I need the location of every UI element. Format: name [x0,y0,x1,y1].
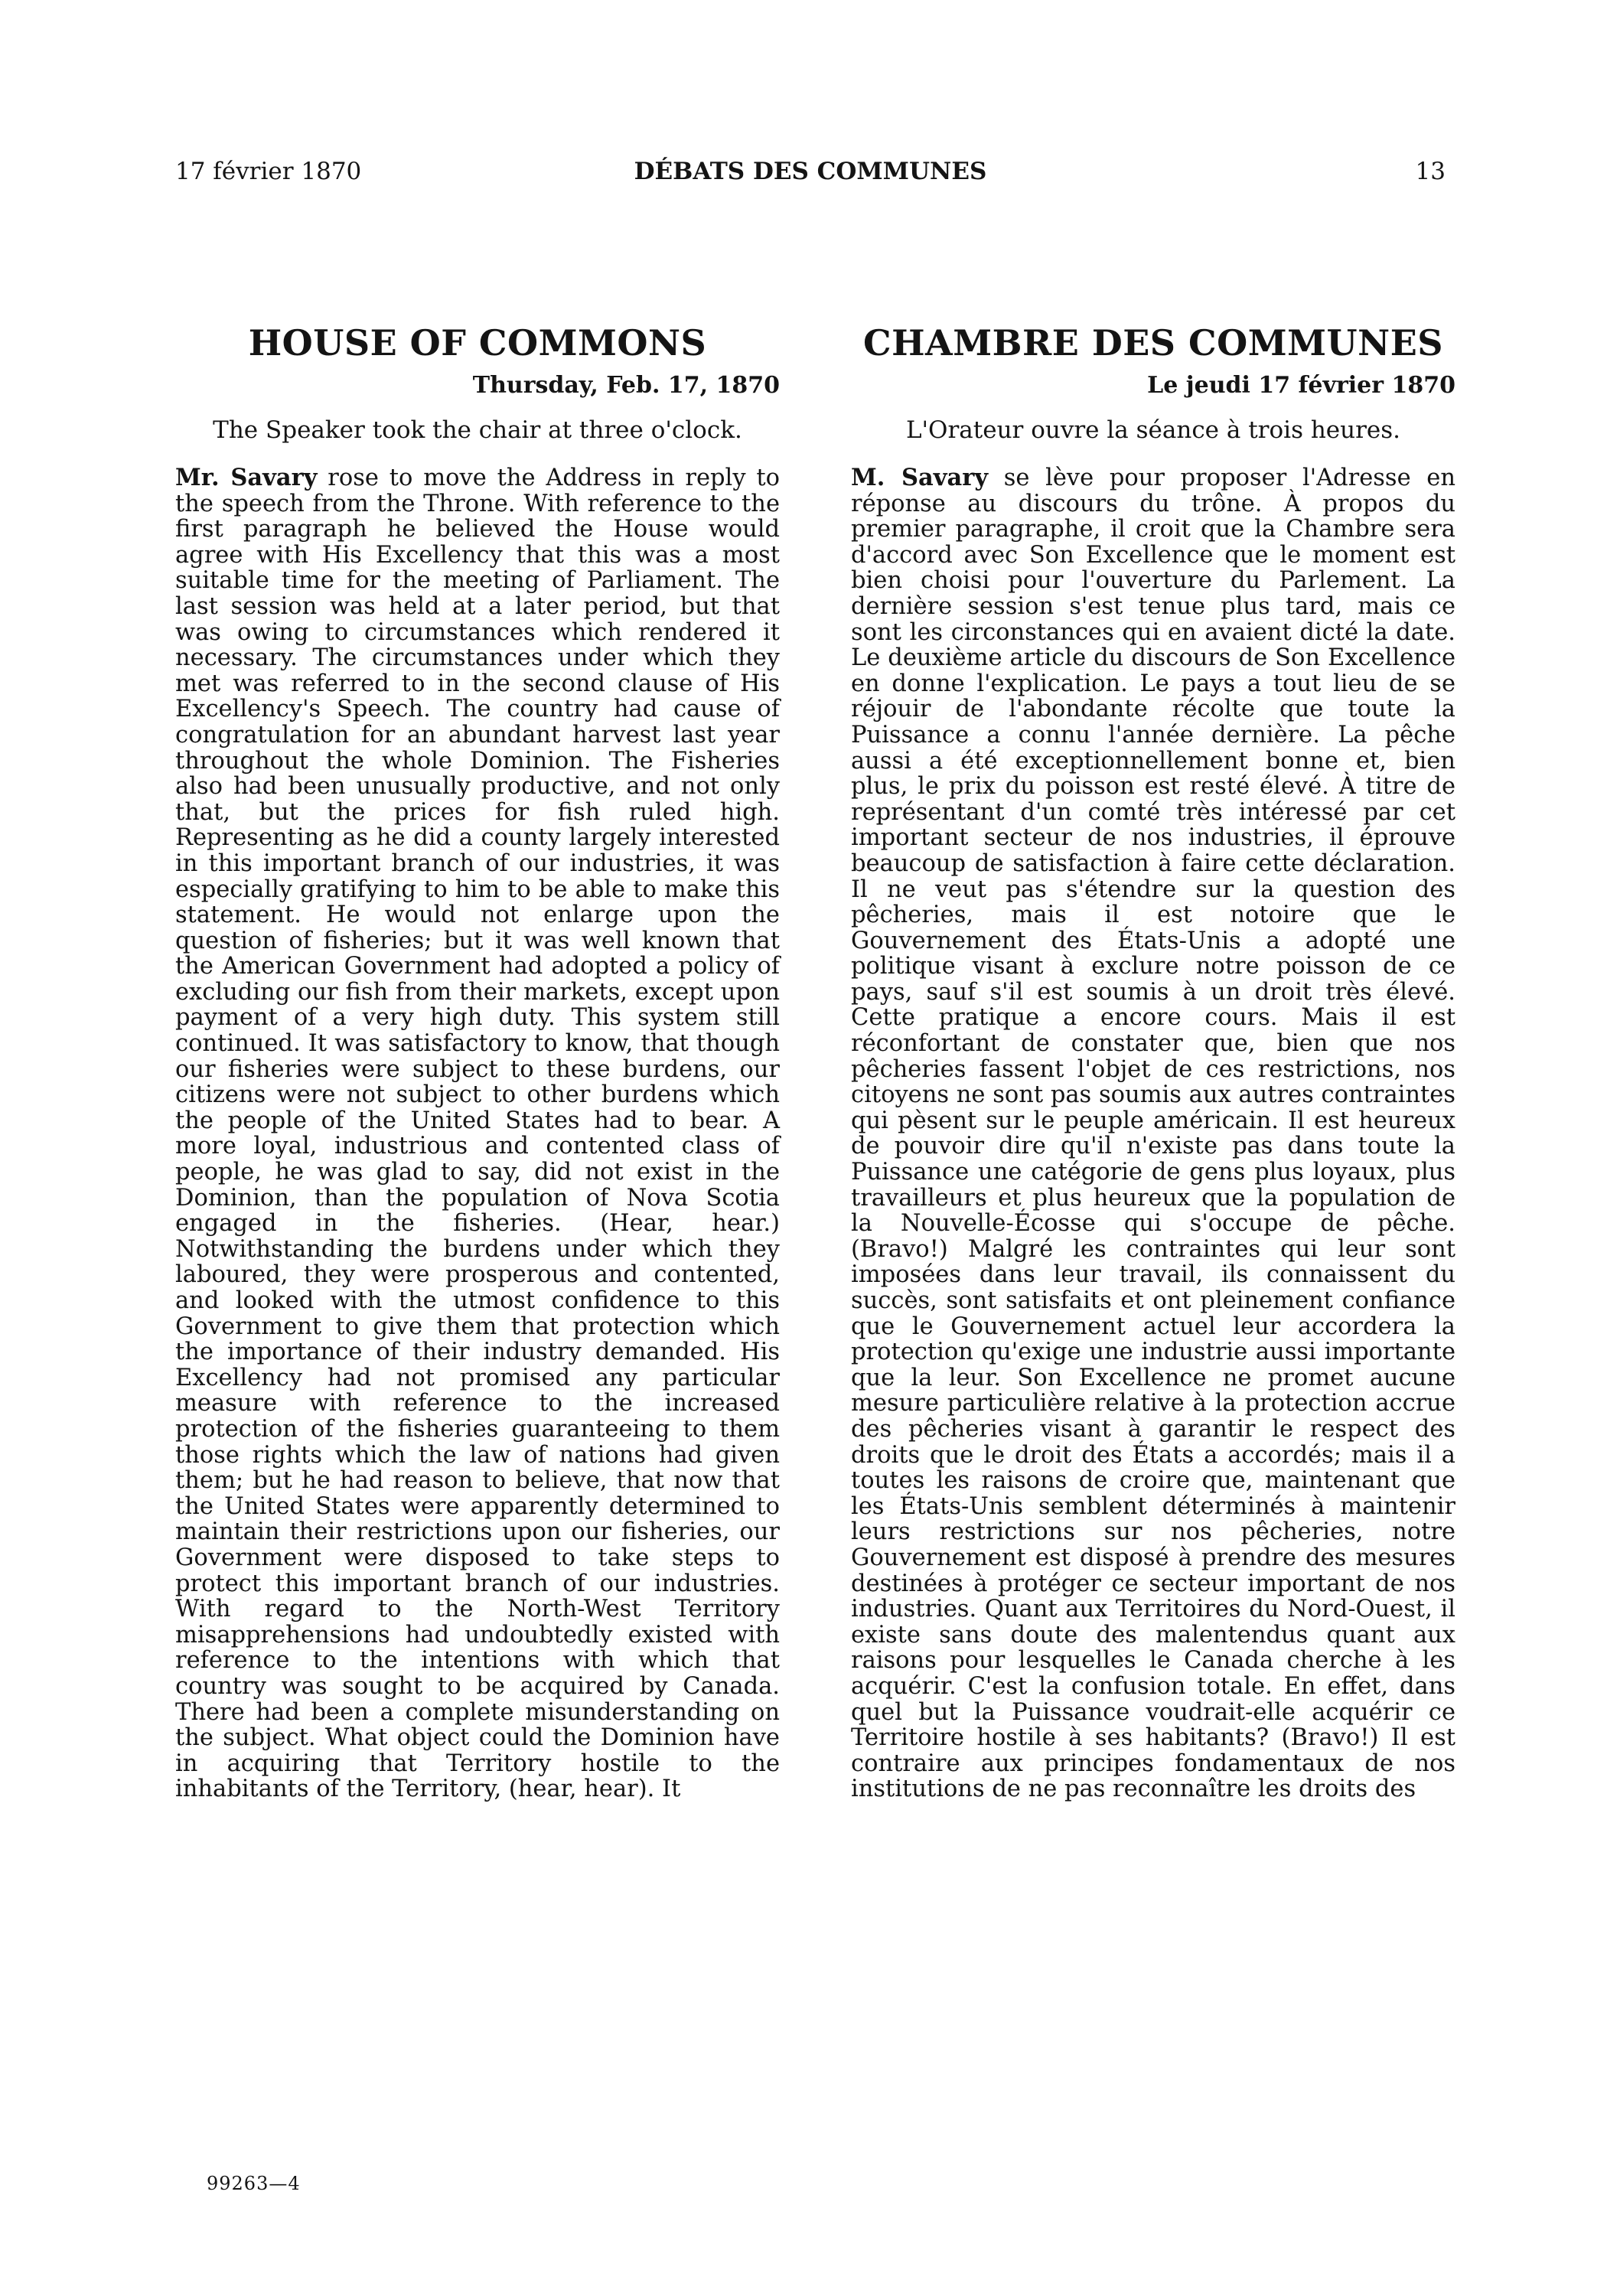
english-speech-paragraph [175,465,780,1802]
french-speech-text: se lève pour proposer l'Adresse en réponse au discours du trône. À propos du premier paragraphe, il croit que la Chambre sera d'accord avec Son Excellence que le moment est bien choisi pour l'ouverture du Parlement. La dernière session s'est tenue plus tard, mais ce sont les circonstances qui en avaient dicté la date. Le deuxième article du discours de Son Excellence en donne l'explication. Le pays a tout lieu de se réjouir de l'abondante récolte que toute la Puissance a connu l'année dernière. La pêche aussi a été exceptionnellement bonne et, bien plus, le prix du poisson est resté élevé. À titre de représentant d'un comté très intéressé par cet important secteur de nos industries, il éprouve beaucoup de satisfaction à faire cette déclaration. Il ne veut pas s'étendre sur la question des pêcheries, mais il est notoire que le Gouvernement des États-Unis a adopté une politique visant à exclure notre poisson de ce pays, sauf s'il est soumis à un droit très élevé. Cette pratique a encore cours. Mais il est réconfortant de constater que, bien que nos pêcheries fassent l'objet de ces restrictions, nos citoyens ne sont pas soumis aux autres contraintes qui pèsent sur le peuple américain. Il est heureux de pouvoir dire qu'il n'existe pas dans toute la Puissance une catégorie de gens plus loyaux, plus travailleurs et plus heureux que la population de la Nouvelle-Écosse qui s'occupe de pêche. (Bravo!) Malgré les contraintes qui leur sont imposées dans leur travail, ils connaissent du succès, sont satisfaits et ont pleinement confiance que le Gouvernement actuel leur accordera la protection qu'exige une industrie aussi importante que la leur. Son Excellence ne promet aucune mesure particulière relative à la protection accrue des pêcheries visant à garantir le respect des droits que le droit des États a accordés; mais il a toutes les raisons de croire que, maintenant que les États-Unis semblent déterminés à maintenir leurs restrictions sur nos pêcheries, notre Gouvernement est disposé à prendre des mesures destinées à protéger ce secteur important de nos industries. Quant aux Territoires du Nord-Ouest, il existe sans doute des malentendus quant aux raisons pour lesquelles le Canada cherche à les acquérir. C'est la confusion totale. En effet, dans quel but la Puissance voudrait-elle acquérir ce Territoire hostile à ses habitants? (Bravo!) Il est contraire aux principes fondamentaux de nos institutions de ne pas reconnaître les droits des [851,465,1455,1803]
english-speech-text: rose to move the Address in reply to the speech from the Throne. With reference to the first paragraph he believed the House would agree with His Excellency that this was a most suitable time for the meeting of Parliament. The last session was held at a later period, but that was owing to circumstances which rendered it necessary. The circumstances under which they met was referred to in the second clause of His Excellency's Speech. The country had cause of congratulation for an abundant harvest last year throughout the whole Dominion. The Fisheries also had been unusually productive, and not only that, but the prices for fish ruled high. Representing as he did a county largely interested in this important branch of our industries, it was especially gratifying to him to be able to make this statement. He would not enlarge upon the question of fisheries; but it was well known that the American Government had adopted a policy of excluding our fish from their markets, except upon payment of a very high duty. This system still continued. It was satisfactory to know, that though our fisheries were subject to these burdens, our citizens were not subject to other burdens which the people of the United States had to bear. A more loyal, industrious and contented class of people, he was glad to say, did not exist in the Dominion, than the population of Nova Scotia engaged in the fisheries. (Hear, hear.) Notwithstanding the burdens under which they laboured, they were prosperous and contented, and looked with the utmost confidence to this Government to give them that protection which the importance of their industry demanded. His Excellency had not promised any particular measure with reference to the increased protection of the fisheries guaranteeing to them those rights which the law of nations had given them; but he had reason to believe, that now that the United States were apparently determined to maintain their restrictions upon our fisheries, our Government were disposed to take steps to protect this important branch of our industries. With regard to the North-West Territory misapprehensions had undoubtedly existed with reference to the intentions with which that country was sought to be acquired by Canada. There had been a complete misunderstanding on the subject. What object could the Dominion have in acquiring that Territory hostile to the inhabitants of the Territory, (hear, hear). It [175,465,780,1803]
english-speaker-name: Mr. Savary [175,464,318,491]
running-head-date: 17 février 1870 [175,158,362,185]
french-dateline: Le jeudi 17 février 1870 [1147,372,1455,399]
running-head-title: DÉBATS DES COMMUNES [634,158,987,185]
english-opening-line: The Speaker took the chair at three o'clock. [213,416,742,444]
page-footer-code: 99263—4 [207,2173,301,2194]
english-heading: HOUSE OF COMMONS [248,322,707,364]
english-dateline: Thursday, Feb. 17, 1870 [472,372,780,399]
french-column [851,320,1455,1802]
french-opening-line: L'Orateur ouvre la séance à trois heures. [905,416,1401,444]
english-column [175,320,780,1802]
page-number: 13 [1415,158,1446,185]
french-heading: CHAMBRE DES COMMUNES [862,322,1444,364]
running-head [175,156,1446,187]
french-speech-paragraph [851,465,1455,1802]
french-speaker-name: M. Savary [851,464,989,491]
